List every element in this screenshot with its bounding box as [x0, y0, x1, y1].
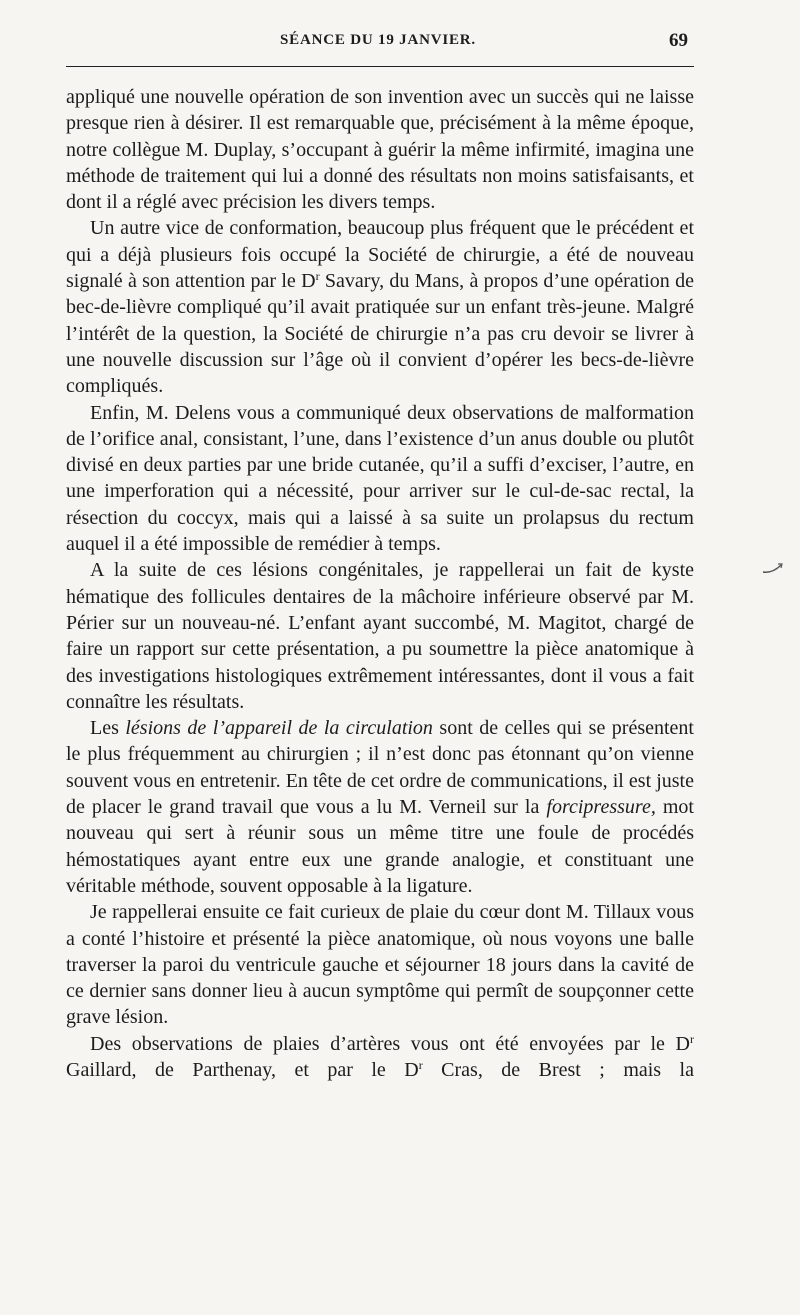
paragraph-7 — [66, 1031, 694, 1084]
italic-text: lésions de l’appareil de la circulation — [125, 717, 433, 740]
italic-text: forcipressure, — [546, 796, 656, 819]
body-text — [66, 84, 694, 1083]
superscript-text: r — [690, 1031, 694, 1046]
text-run: Je rappellerai ensuite ce fait curieux de plaie du cœur dont M. Tillaux vous a conté l’histoire et présenté la pièce anatomique, où nous voyons une balle traverser la paroi du ventricule gauche et séjourner 18 jours dans la cavité de ce dernier sans donner lieu à aucun symptôme qui permît de soupçonner cette grave lésion. — [66, 901, 694, 1029]
text-run: Cras, de Brest ; mais la — [422, 1058, 694, 1081]
paragraph-6 — [66, 899, 694, 1030]
text-run: sont de celles qui se présentent le plus fréquemment au chirurgien ; il n’est donc pas étonnant qu’on vienne souvent vous en entretenir. En tête de cet ordre de communications, il est juste de placer le grand travail que vous a lu M. Verneil sur la — [66, 717, 694, 819]
page-number: 69 — [669, 30, 688, 51]
paragraph-3 — [66, 400, 694, 558]
text-run: Des observations de plaies d’artères vous ont été envoyées par le D — [90, 1032, 690, 1055]
page-header — [66, 30, 690, 56]
paragraph-2 — [66, 215, 694, 399]
paragraph-5 — [66, 715, 694, 899]
text-run: Enfin, M. Delens vous a communiqué deux observations de malformation de l’orifice anal, consistant, l’une, dans l’existence d’un anus double ou plutôt divisé en deux parties par une bride cutanée, qu’il a suffi d’exciser, l’autre, en une imperforation qui a nécessité, pour arriver sur le cul-de-sac rectal, la résection du coccyx, mais qui a laissé à sa suite un prolapsus du rectum auquel il a été impossible de remédier à temps. — [66, 401, 694, 556]
text-run: mot nouveau qui sert à réunir sous un même titre une foule de procédés hémostatiques ayant entre eux une grande analogie, et constituant une véritable méthode, souvent opposable à la ligature. — [66, 796, 694, 897]
text-run: Les — [90, 717, 126, 740]
text-run: appliqué une nouvelle opération de son invention avec un succès qui ne laisse presque rien à désirer. Il est remarquable que, précisément à la même époque, notre collègue M. Duplay, s’occupant à guérir la même infirmité, imagina une méthode de traitement qui lui a donné des résultats non moins satisfaisants, et dont il a réglé avec précision les divers temps. — [66, 86, 694, 214]
text-run: Gaillard, de Parthenay, et par le D — [66, 1058, 419, 1081]
text-run: A la suite de ces lésions congénitales, je rappellerai un fait de kyste hématique des follicules dentaires de la mâchoire inférieure observé par M. Périer sur un nouveau-né. L’enfant ayant succombé, M. Magitot, chargé de faire un rapport sur cette présentation, a pu soumettre la pièce anatomique à des investigations histologiques extrêmement intéressantes, dont il vous a fait connaître les résultats. — [66, 559, 694, 713]
paragraph-4 — [66, 557, 694, 715]
text-run: Un autre vice de conformation, beaucoup plus fréquent que le précédent et qui a déjà plusieurs fois occupé la Société de chirurgie, a été de nouveau signalé à son attention par le D — [66, 217, 694, 293]
header-rule — [66, 66, 694, 67]
running-title: SÉANCE DU 19 JANVIER. — [280, 32, 476, 48]
paragraph-1 — [66, 84, 694, 215]
superscript-text: r — [418, 1057, 423, 1072]
text-run: Savary, du Mans, à propos d’une opération de bec-de-lièvre compliqué qu’il avait pratiquée sur un enfant très-jeune. Malgré l’intérêt de la question, la Société de chirurgie n’a pas cru devoir se livrer à une nouvelle discussion sur l’âge où il convient d’opérer les becs-de-lièvre compliqués. — [66, 270, 694, 398]
margin-pencil-mark — [762, 560, 784, 576]
superscript-text: r — [315, 269, 320, 284]
